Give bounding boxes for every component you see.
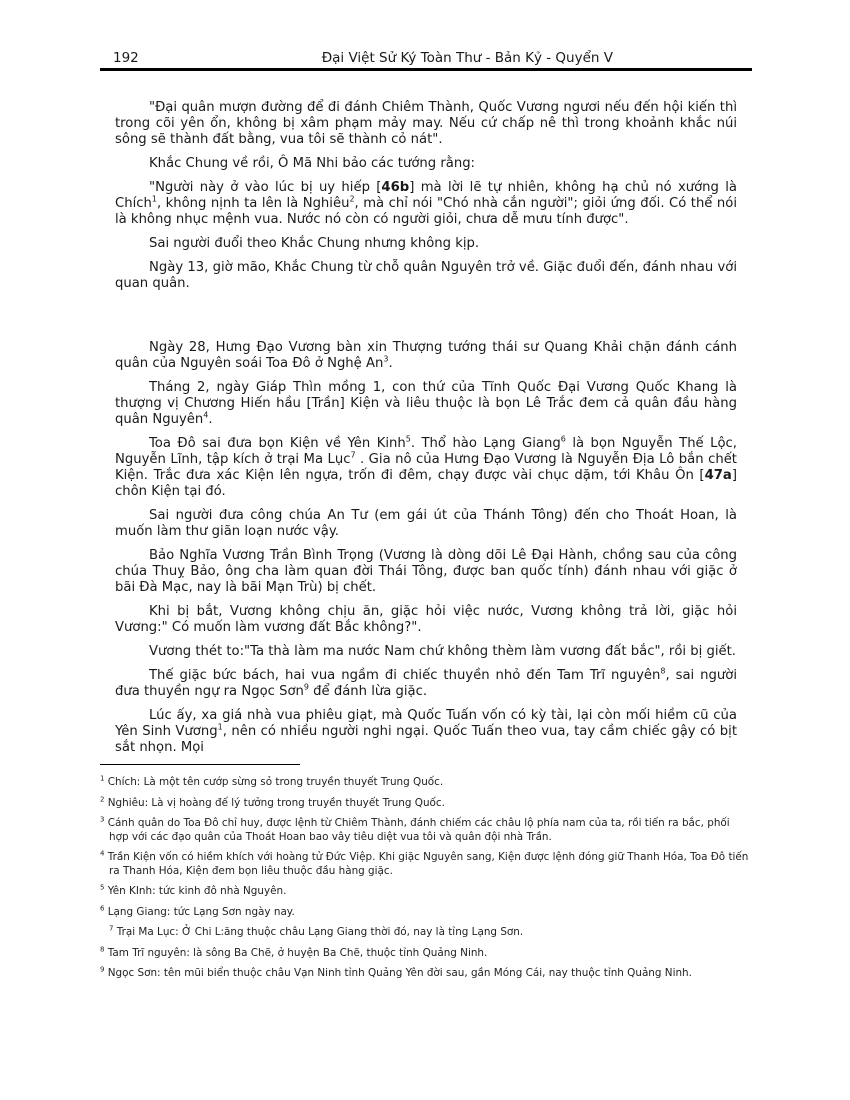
footnote: $^9$ Ngọc Sơn: tên mũi biển thuộc châu Vạn Ninh tỉnh Quảng Yên đời sau, gần Móng Cái, nay thuộc tỉnh Quảng Ninh.	[100, 965, 692, 979]
footnote: $^5$ Yên KInh: tức kinh đô nhà Nguyên.	[100, 883, 287, 897]
header-rule	[100, 68, 752, 71]
body-text	[115, 100, 737, 764]
footnote-ref: 1	[217, 722, 223, 732]
page-header	[100, 50, 752, 67]
paragraph-10: Bảo Nghĩa Vương Trần Bình Trọng (Vương là dòng dõi Lê Đại Hành, chồng sau của công chúa Thuỵ Bảo, ông cha làm quan đời Thái Tông, được ban quốc tính) đánh nhau với giặc ở bãi Đà Mạc, nay là bãi Mạn Trù) bị chết.	[115, 548, 737, 595]
paragraph-7: Tháng 2, ngày Giáp Thìn mồng 1, con thứ của Tĩnh Quốc Đại Vương Quốc Khang là thượng vị Chương Hiến hầu [Trần] Kiện và liêu thuộc là bọn Lê Trắc đem cả quân đầu hàng quân Nguyên$^4$.	[115, 380, 737, 427]
footnote-ref: 7	[350, 450, 356, 460]
paragraph-2: Khắc Chung về rồi, Ô Mã Nhi bảo các tướng rằng:	[149, 156, 476, 171]
footnote-ref: 4	[203, 410, 209, 420]
footnotes	[100, 776, 752, 988]
footnote-ref: 1	[151, 194, 157, 204]
footnote-ref: 9	[303, 682, 309, 692]
paragraph-3: "Người này ở vào lúc bị uy hiếp [46b] mà lời lẽ tự nhiên, không hạ chủ nó xướng là Chích$^1$, không nịnh ta lên là Nghiêu$^2$, mà chỉ nói "Chó nhà cắn người"; giỏi ứng đối. Có thể nói là không nhục mệnh vua. Nước nó còn có người giỏi, chưa dễ mưu tính được".	[115, 180, 737, 227]
footnote: $^3$ Cánh quân do Toa Đô chỉ huy, được lệnh từ Chiêm Thành, đánh chiếm các châu lộ phía nam của ta, rồi tiến ra bắc, phối hợp với các đạo quân của Thoát Hoan bao vây tiêu diệt vua tôi và quân đội nhà Trần.	[100, 815, 730, 843]
running-title: Đại Việt Sử Ký Toàn Thư - Bản Kỷ - Quyển V	[321, 50, 613, 66]
paragraph-9: Sai người đưa công chúa An Tư (em gái út của Thánh Tông) đến cho Thoát Hoan, là muốn làm thư giãn loạn nước vậy.	[115, 508, 737, 539]
footnote: $^1$ Chích: Là một tên cướp sừng sỏ trong truyền thuyết Trung Quốc.	[100, 774, 444, 788]
paragraph-13: Thế giặc bức bách, hai vua ngầm đi chiếc thuyền nhỏ đến Tam Trĩ nguyên$^8$, sai người đưa thuyền ngự ra Ngọc Sơn$^9$ để đánh lừa giặc.	[115, 666, 737, 699]
folio-marker: 46b	[381, 180, 410, 195]
footnote-ref: 6	[560, 434, 566, 444]
footnote-ref: 3	[383, 354, 389, 364]
footnote-ref: 5	[405, 434, 411, 444]
footnote-ref: 2	[349, 194, 355, 204]
footnote: $^6$ Lạng Giang: tức Lạng Sơn ngày nay.	[100, 904, 295, 918]
footnote: $^4$ Trần Kiện vốn có hiềm khích với hoàng tử Đức Việp. Khi giặc Nguyên sang, Kiện được lệnh đóng giữ Thanh Hóa, Toa Đô tiến ra Thanh Hóa, Kiện đem bọn liêu thuộc đầu hàng giặc.	[100, 849, 749, 877]
page-number: 192	[113, 50, 139, 66]
folio-marker: 47a	[704, 468, 732, 483]
footnote: $^2$ Nghiêu: Là vị hoàng đế lý tưởng trong truyền thuyết Trung Quốc.	[100, 795, 445, 809]
footnote-rule	[100, 764, 300, 765]
paragraph-4: Sai người đuổi theo Khắc Chung nhưng không kịp.	[149, 236, 480, 251]
footnote: $^7$ Trại Ma Lục: Ở Chi L:ăng thuộc châu Lạng Giang thời đó, nay là tỉng Lạng Sơn.	[109, 924, 524, 938]
footnote: $^8$ Tam Trĩ nguyên: là sông Ba Chẽ, ở huyện Ba Chẽ, thuộc tỉnh Quảng Ninh.	[100, 945, 488, 959]
paragraph-14: Lúc ấy, xa giá nhà vua phiêu giạt, mà Quốc Tuấn vốn có kỳ tài, lại còn mối hiềm cũ của Yên Sinh Vương$^1$, nên có nhiều người nghi ngại. Quốc Tuấn theo vua, tay cầm chiếc gậy có bịt sắt nhọn. Mọi	[115, 708, 738, 755]
paragraph-8: Toa Đô sai đưa bọn Kiện về Yên Kinh$^5$. Thổ hào Lạng Giang$^6$ là bọn Nguyễn Thế Lộc, Nguyễn Lĩnh, tập kích ở trại Ma Lục$^7$ . Gia nô của Hưng Đạo Vương là Nguyễn Địa Lô bắn chết Kiện. Trắc đưa xác Kiện lên ngựa, trốn đi đêm, chạy được vài chục dặm, tới Khâu Ôn [47a] chôn Kiện tại đó.	[115, 434, 737, 499]
paragraph-6: Ngày 28, Hưng Đạo Vương bàn xin Thượng tướng thái sư Quang Khải chặn đánh cánh quân của Nguyên soái Toa Đô ở Nghệ An$^3$.	[115, 340, 737, 371]
paragraph-12: Vương thét to:"Ta thà làm ma nước Nam chứ không thèm làm vương đất bắc", rồi bị giết.	[149, 644, 736, 659]
paragraph-11: Khi bị bắt, Vương không chịu ăn, giặc hỏi việc nước, Vương không trả lời, giặc hỏi Vương:" Có muốn làm vương đất Bắc không?".	[115, 604, 737, 635]
footnote-ref: 8	[660, 666, 666, 676]
paragraph-1: "Đại quân mượn đường để đi đánh Chiêm Thành, Quốc Vương ngươi nếu đến hội kiến thì trong cõi yên ổn, không bị xâm phạm mảy may. Nếu cứ chấp nê thì trong khoảnh khắc núi sông sẽ thành đất bằng, vua tôi sẽ thành cỏ nát".	[115, 100, 737, 147]
paragraph-5: Ngày 13, giờ mão, Khắc Chung từ chỗ quân Nguyên trở về. Giặc đuổi đến, đánh nhau với quan quân.	[115, 260, 737, 291]
